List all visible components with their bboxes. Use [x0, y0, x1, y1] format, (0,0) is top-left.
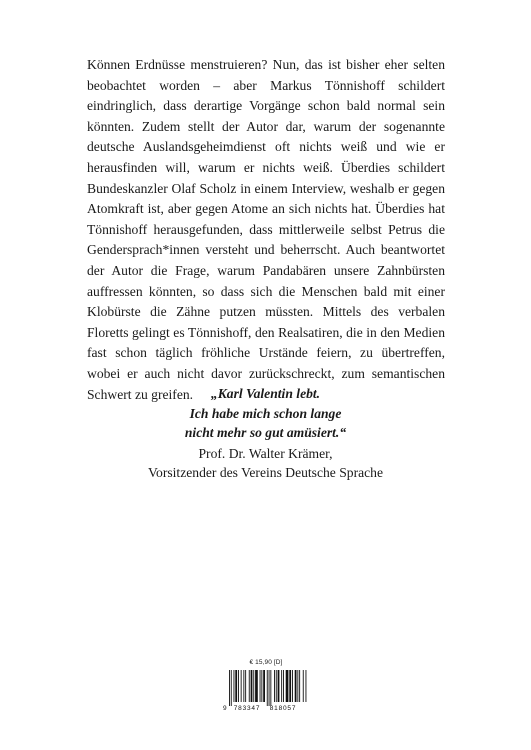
barcode-bar [263, 670, 265, 702]
barcode-bar [260, 670, 261, 702]
barcode-bar [281, 670, 282, 702]
barcode-bar [241, 670, 242, 702]
barcode-digit-first: 9 [223, 705, 227, 712]
barcode-bar [274, 670, 275, 702]
barcode-bar [276, 670, 277, 702]
quote-line-2: Ich habe mich schon lange [189, 405, 342, 421]
barcode-graphic [222, 670, 308, 712]
barcode-bar [267, 670, 268, 706]
barcode-bar [235, 670, 237, 702]
barcode-bar [231, 670, 232, 706]
barcode-bar [253, 670, 254, 702]
blurb-text: Können Erdnüsse menstruieren? Nun, das ist bisher eher selten beobachtet worden – aber Markus Tönnishoff schildert eindringlich, dass derartige Vorgänge schon bald normal sein könnten. Zudem stellt der Autor dar, warum der sogenannte deutsche Auslandsgeheimdienst oft nichts weiß und wie er herausfinden will, warum er nichts weiß. Überdies schildert Bundeskanzler Olaf Scholz in einem Interview, weshalb er gegen Atomkraft ist, aber gegen Atome an sich nichts hat. Überdies hat Tönnishoff herausgefunden, dass mittlerweile selbst Petrus die Gendersprach*innen versteht und beherrscht. Auch beantwortet der Autor die Frage, warum Pandabären unsere Zahnbürsten auffressen könnten, so dass sich die Menschen bald mit einer Klobürste die Zähne putzen müssten. Mittels des verbalen Floretts gelingt es Tönnishoff, den Realsatiren, die in den Medien fast schon täglich fröhliche Urstände feiern, zu übertreffen, wobei er auch nicht davor zurückschreckt, zum semantischen Schwert zu greifen. [87, 57, 445, 402]
barcode-bar [286, 670, 289, 702]
barcode-digits-right: 818057 [269, 705, 297, 712]
barcode-bar [269, 670, 270, 706]
isbn-barcode [222, 670, 308, 712]
barcode-bar [229, 670, 230, 706]
barcode-bar [249, 670, 250, 702]
quote-line-3: nicht mehr so gut amüsiert.“ [184, 425, 347, 440]
barcode-digits-left: 783347 [233, 705, 261, 712]
attribution-name: Prof. Dr. Walter Krämer, [198, 446, 333, 461]
barcode-bar [299, 670, 300, 702]
barcode-bar [283, 670, 284, 702]
price-label: € 15,90 [D] [249, 659, 283, 666]
barcode-bar [245, 670, 246, 702]
barcode-bar [261, 670, 262, 702]
barcode-bar [292, 670, 293, 702]
attribution-role: Vorsitzender des Vereins Deutsche Sprache [147, 464, 384, 480]
quote-attribution [110, 445, 421, 482]
barcode-bar [255, 670, 258, 702]
barcode-bar [238, 670, 239, 702]
barcode-bar [303, 670, 304, 702]
barcode-bar [251, 670, 253, 702]
barcode-bar [306, 670, 307, 702]
barcode-bar [234, 670, 235, 702]
barcode-bar [295, 670, 297, 702]
barcode-bar [270, 670, 271, 706]
barcode-bar [278, 670, 280, 702]
barcode-bar [297, 670, 298, 702]
quote-block [130, 384, 401, 443]
barcode-bar [289, 670, 291, 702]
barcode-bar [243, 670, 244, 702]
quote-line-1: „Karl Valentin lebt. [210, 386, 321, 401]
